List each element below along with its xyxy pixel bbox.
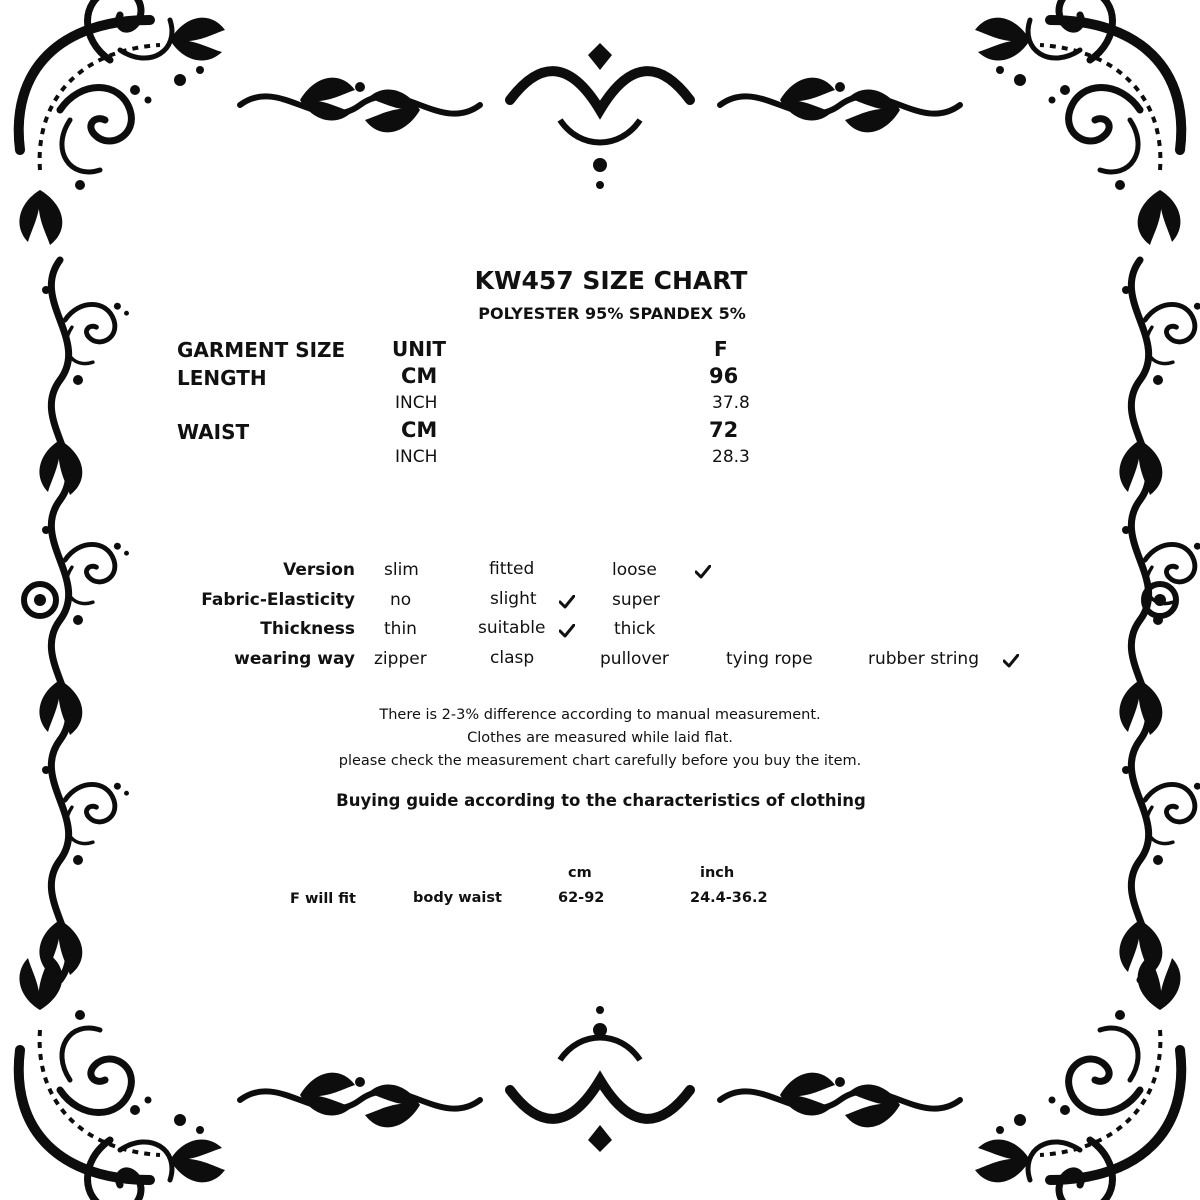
cm-header: cm — [568, 865, 592, 881]
check-mark-icon — [559, 595, 575, 609]
characteristic-label: Version — [283, 560, 355, 580]
inch-header: inch — [700, 865, 735, 881]
range-inch: 24.4-36.2 — [690, 890, 768, 906]
note-line: Clothes are measured while laid flat. — [467, 730, 733, 746]
option: slim — [384, 560, 419, 580]
row-label: LENGTH — [177, 366, 267, 390]
measure-label: body waist — [413, 890, 502, 906]
buying-guide-title: Buying guide according to the characteristics of clothing — [336, 791, 866, 810]
option: thick — [614, 619, 656, 639]
option: loose — [612, 560, 657, 580]
option: rubber string — [868, 649, 979, 669]
check-mark-icon — [695, 565, 711, 579]
option: thin — [384, 619, 417, 639]
row-unit: CM — [401, 418, 438, 442]
check-mark-icon — [559, 624, 575, 638]
range-cm: 62-92 — [558, 890, 605, 906]
note-line: There is 2-3% difference according to manual measurement. — [379, 707, 821, 723]
garment-size-header: GARMENT SIZE — [177, 338, 346, 362]
option: tying rope — [726, 649, 813, 669]
material-composition: POLYESTER 95% SPANDEX 5% — [478, 304, 746, 323]
unit-header: UNIT — [392, 337, 447, 361]
option: pullover — [600, 649, 669, 669]
option: no — [390, 590, 412, 610]
option: clasp — [490, 648, 535, 668]
row-unit: INCH — [395, 393, 438, 413]
option: slight — [490, 589, 537, 609]
row-value: 96 — [709, 364, 739, 388]
row-label: WAIST — [177, 420, 250, 444]
size-header: F — [714, 337, 728, 361]
option: suitable — [478, 618, 546, 638]
row-value: 28.3 — [712, 447, 750, 467]
option: fitted — [489, 559, 535, 579]
option: zipper — [374, 649, 427, 669]
row-value: 37.8 — [712, 393, 750, 413]
check-mark-icon — [1003, 654, 1019, 668]
chart-title: KW457 SIZE CHART — [474, 266, 748, 295]
note-line: please check the measurement chart carefully before you buy the item. — [338, 753, 862, 769]
row-value: 72 — [709, 418, 739, 442]
row-unit: CM — [401, 364, 438, 388]
characteristic-label: Thickness — [260, 619, 355, 639]
characteristic-label: Fabric-Elasticity — [201, 590, 355, 610]
row-unit: INCH — [395, 447, 438, 467]
characteristic-label: wearing way — [234, 649, 355, 669]
option: super — [612, 590, 660, 610]
size-fit-label: F will fit — [290, 891, 356, 907]
